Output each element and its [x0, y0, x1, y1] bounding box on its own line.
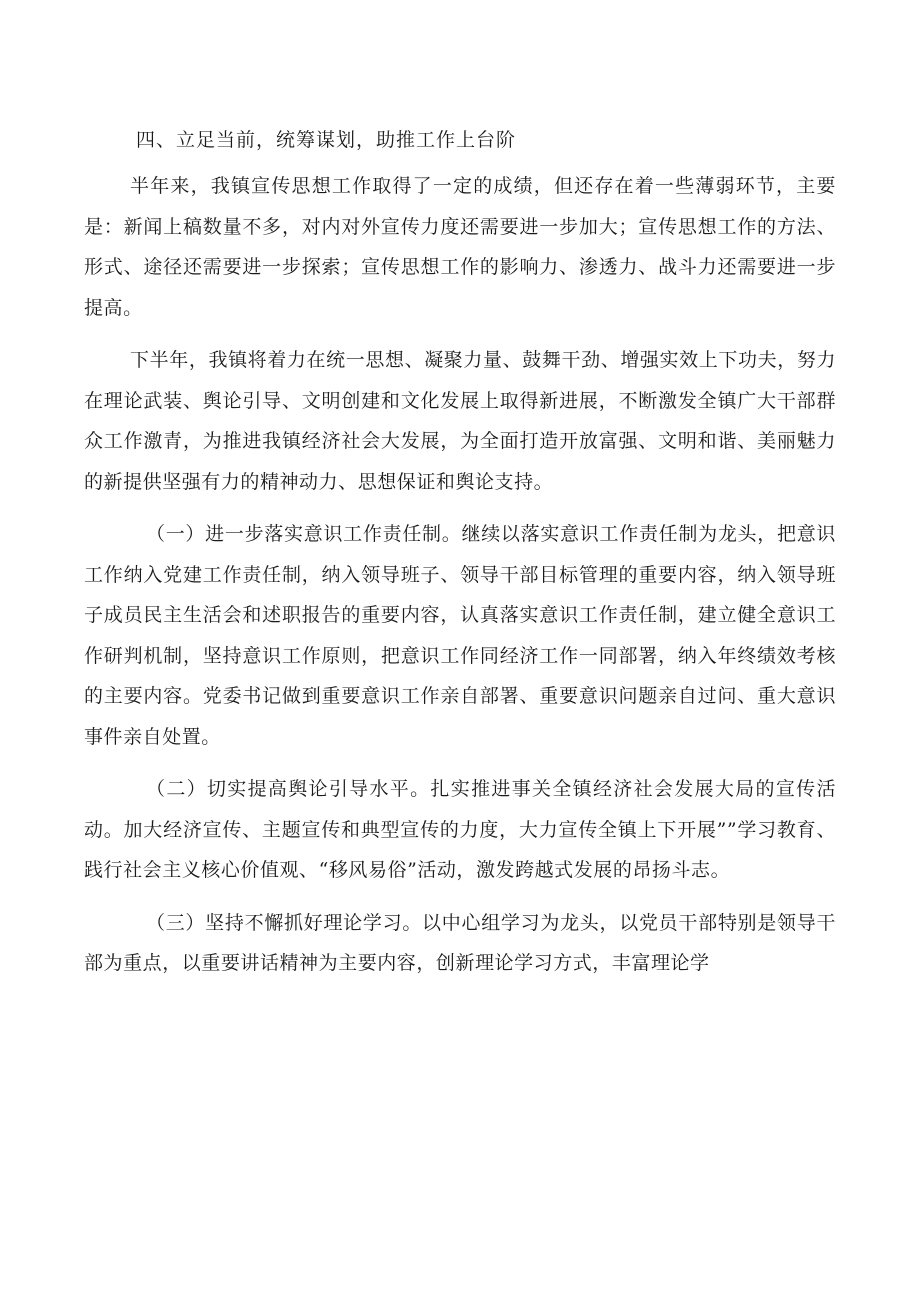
paragraph-item-3: （三）坚持不懈抓好理论学习。以中心组学习为龙头，以党员干部特别是领导干部为重点，以重要讲话精神为主要内容，创新理论学习方式，丰富理论学: [84, 911, 836, 974]
paragraph-item-1: （一）进一步落实意识工作责任制。继续以落实意识工作责任制为龙头，把意识工作纳入党建工作责任制，纳入领导班子、领导干部目标管理的重要内容，纳入领导班子成员民主生活会和述职报告的重要内容，认真落实意识工作责任制，建立健全意识工作研判机制，坚持意识工作原则，把意识工作同经济工作一同部署，纳入年终绩效考核的主要内容。党委书记做到重要意识工作亲自部署、重要意识问题亲自过问、重大意识事件亲自处置。: [84, 523, 836, 748]
paragraph-item-2: （二）切实提高舆论引导水平。扎实推进事关全镇经济社会发展大局的宣传活动。加大经济宣传、主题宣传和典型宣传的力度，大力宣传全镇上下开展””学习教育、践行社会主义核心价值观、“移风易俗”活动，激发跨越式发展的昂扬斗志。: [84, 778, 836, 881]
document-body: [84, 121, 836, 996]
paragraph-summary: 半年来，我镇宣传思想工作取得了一定的成绩，但还存在着一些薄弱环节，主要是：新闻上稿数量不多，对内对外宣传力度还需要进一步加大；宣传思想工作的方法、形式、途径还需要进一步探索；宣传思想工作的影响力、渗透力、战斗力还需要进一步提高。: [84, 175, 836, 319]
paragraph-plan: 下半年，我镇将着力在统一思想、凝聚力量、鼓舞干劲、增强实效上下功夫，努力在理论武装、舆论引导、文明创建和文化发展上取得新进展，不断激发全镇广大干部群众工作激青，为推进我镇经济社会大发展，为全面打造开放富强、文明和谐、美丽魅力的新提供坚强有力的精神动力、思想保证和舆论支持。: [84, 349, 836, 493]
section-heading: 四、立足当前，统筹谋划，助推工作上台阶: [136, 129, 517, 151]
